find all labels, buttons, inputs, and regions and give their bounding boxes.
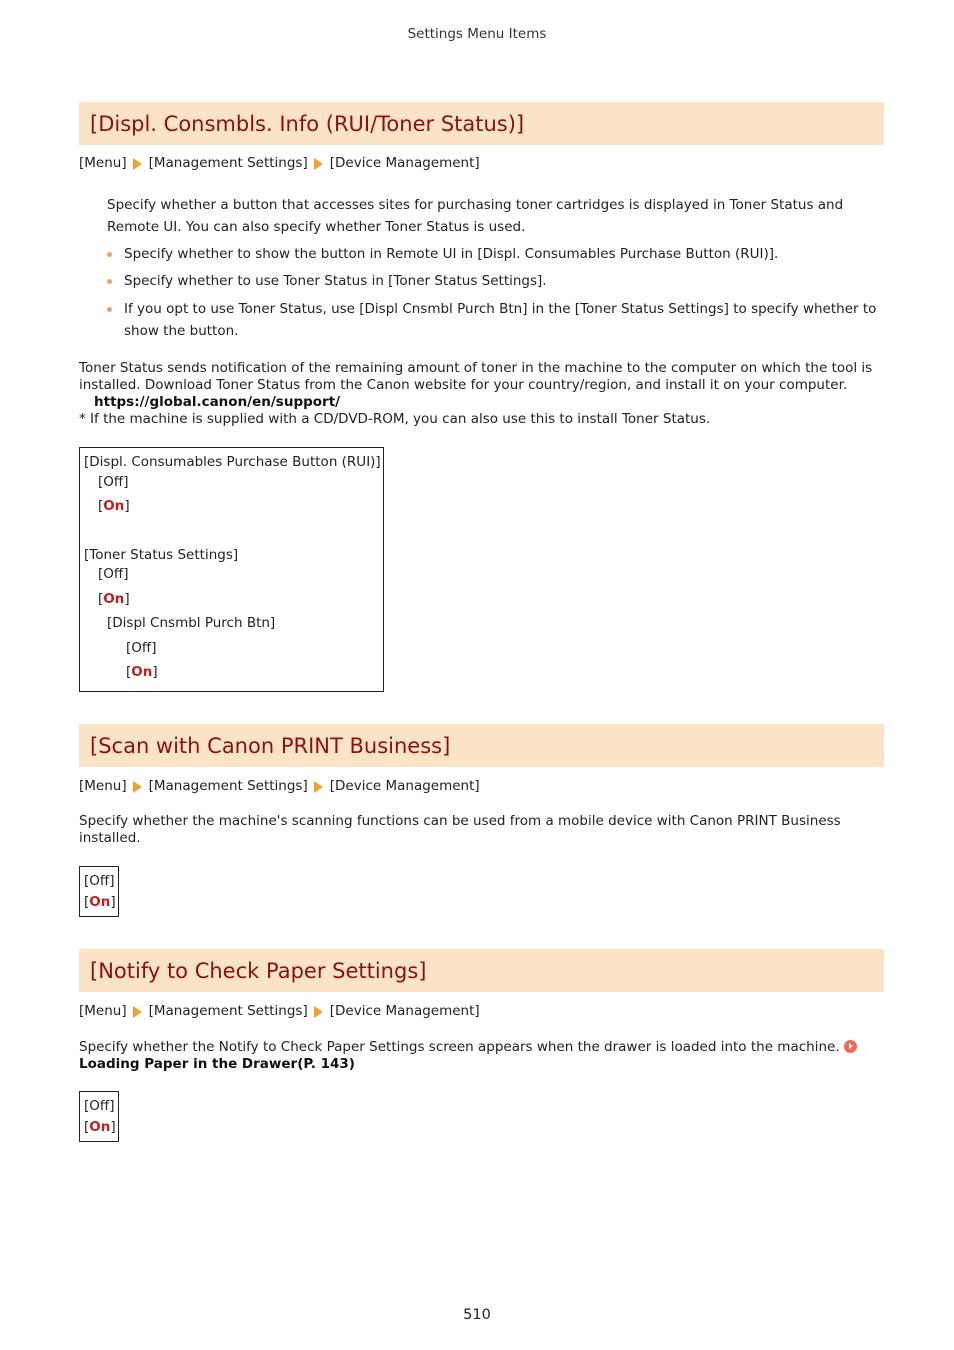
option-group-title: [Toner Status Settings] — [84, 547, 239, 563]
breadcrumb-device-management: [Device Management] — [329, 155, 480, 171]
breadcrumb-management-settings: [Management Settings] — [148, 778, 308, 794]
option-subgroup-title: [Displ Cnsmbl Purch Btn] — [107, 615, 276, 631]
bullet-text: Specify whether to use Toner Status in [Toner Status Settings]. — [124, 273, 547, 289]
options-box — [79, 866, 119, 917]
option-on: [On] — [84, 894, 116, 910]
section-heading-notify-paper-settings — [79, 949, 884, 992]
default-value: On — [131, 664, 153, 680]
section-description — [79, 813, 884, 847]
breadcrumb-device-management: [Device Management] — [329, 778, 480, 794]
cross-reference-link[interactable]: Loading Paper in the Drawer(P. 143) — [79, 1056, 355, 1072]
bullet-item — [107, 298, 887, 342]
option-group-title: [Displ. Consumables Purchase Button (RUI)] — [84, 454, 381, 470]
breadcrumb-device-management: [Device Management] — [329, 1003, 480, 1019]
support-url-link[interactable]: https://global.canon/en/support/ — [94, 394, 341, 410]
intro-line: Specify whether a button that accesses sites for purchasing toner cartridges is displayed in Toner Status and — [107, 197, 844, 213]
option-off: [Off] — [84, 873, 115, 889]
default-value: On — [89, 894, 111, 910]
triangle-right-icon — [314, 781, 323, 793]
section-heading-scan-canon-print — [79, 724, 884, 767]
bullet-dot-icon — [107, 252, 112, 257]
option-on: [On] — [98, 591, 130, 607]
section-intro — [107, 194, 897, 238]
breadcrumb-menu: [Menu] — [79, 778, 127, 794]
breadcrumb — [79, 1003, 480, 1019]
section-heading-consumables-info — [79, 102, 884, 145]
section-title: [Notify to Check Paper Settings] — [90, 958, 427, 983]
bullet-dot-icon — [107, 279, 112, 284]
option-off: [Off] — [84, 1098, 115, 1114]
breadcrumb-menu: [Menu] — [79, 1003, 127, 1019]
running-header: Settings Menu Items — [407, 26, 547, 42]
triangle-right-icon — [314, 1006, 323, 1018]
description-line: installed. — [79, 830, 141, 846]
default-value: On — [89, 1119, 111, 1135]
bullet-item — [107, 270, 887, 292]
option-on: [On] — [98, 498, 130, 514]
option-off: [Off] — [98, 566, 129, 582]
option-off: [Off] — [126, 640, 157, 656]
option-on: [On] — [126, 664, 158, 680]
bullet-text: Specify whether to show the button in Remote UI in [Displ. Consumables Purchase Button (RUI)]. — [124, 246, 779, 262]
page-number: 510 — [463, 1307, 491, 1323]
option-off: [Off] — [98, 474, 129, 490]
triangle-right-icon — [133, 158, 142, 170]
option-on: [On] — [84, 1119, 116, 1135]
breadcrumb — [79, 155, 480, 171]
bullet-text: If you opt to use Toner Status, use [Displ Cnsmbl Purch Btn] in the [Toner Status Settings] to specify whether to — [124, 301, 877, 317]
footnote: * If the machine is supplied with a CD/DVD-ROM, you can also use this to install Toner Status. — [79, 411, 711, 427]
breadcrumb — [79, 778, 480, 794]
breadcrumb-management-settings: [Management Settings] — [148, 1003, 308, 1019]
bullet-text: show the button. — [124, 323, 239, 339]
default-value: On — [103, 591, 125, 607]
section-description — [79, 1038, 884, 1073]
triangle-right-icon — [133, 781, 142, 793]
section-title: [Displ. Consmbls. Info (RUI/Toner Status)] — [90, 111, 525, 136]
breadcrumb-management-settings: [Management Settings] — [148, 155, 308, 171]
default-value: On — [103, 498, 125, 514]
options-box — [79, 1091, 119, 1142]
options-box — [79, 447, 384, 692]
triangle-right-icon — [133, 1006, 142, 1018]
circle-arrow-link-icon[interactable] — [844, 1040, 857, 1053]
breadcrumb-menu: [Menu] — [79, 155, 127, 171]
bullet-dot-icon — [107, 307, 112, 312]
toner-status-note — [79, 360, 884, 428]
note-line: Toner Status sends notification of the remaining amount of toner in the machine to the computer on which the tool is — [79, 360, 873, 376]
description-line: Specify whether the Notify to Check Paper Settings screen appears when the drawer is loaded into the machine. — [79, 1038, 884, 1056]
intro-line: Remote UI. You can also specify whether Toner Status is used. — [107, 219, 526, 235]
triangle-right-icon — [314, 158, 323, 170]
bullet-item — [107, 243, 887, 265]
section-title: [Scan with Canon PRINT Business] — [90, 733, 451, 758]
note-line: installed. Download Toner Status from the Canon website for your country/region, and install it on your computer. — [79, 377, 848, 393]
description-line: Specify whether the machine's scanning functions can be used from a mobile device with Canon PRINT Business — [79, 813, 841, 829]
